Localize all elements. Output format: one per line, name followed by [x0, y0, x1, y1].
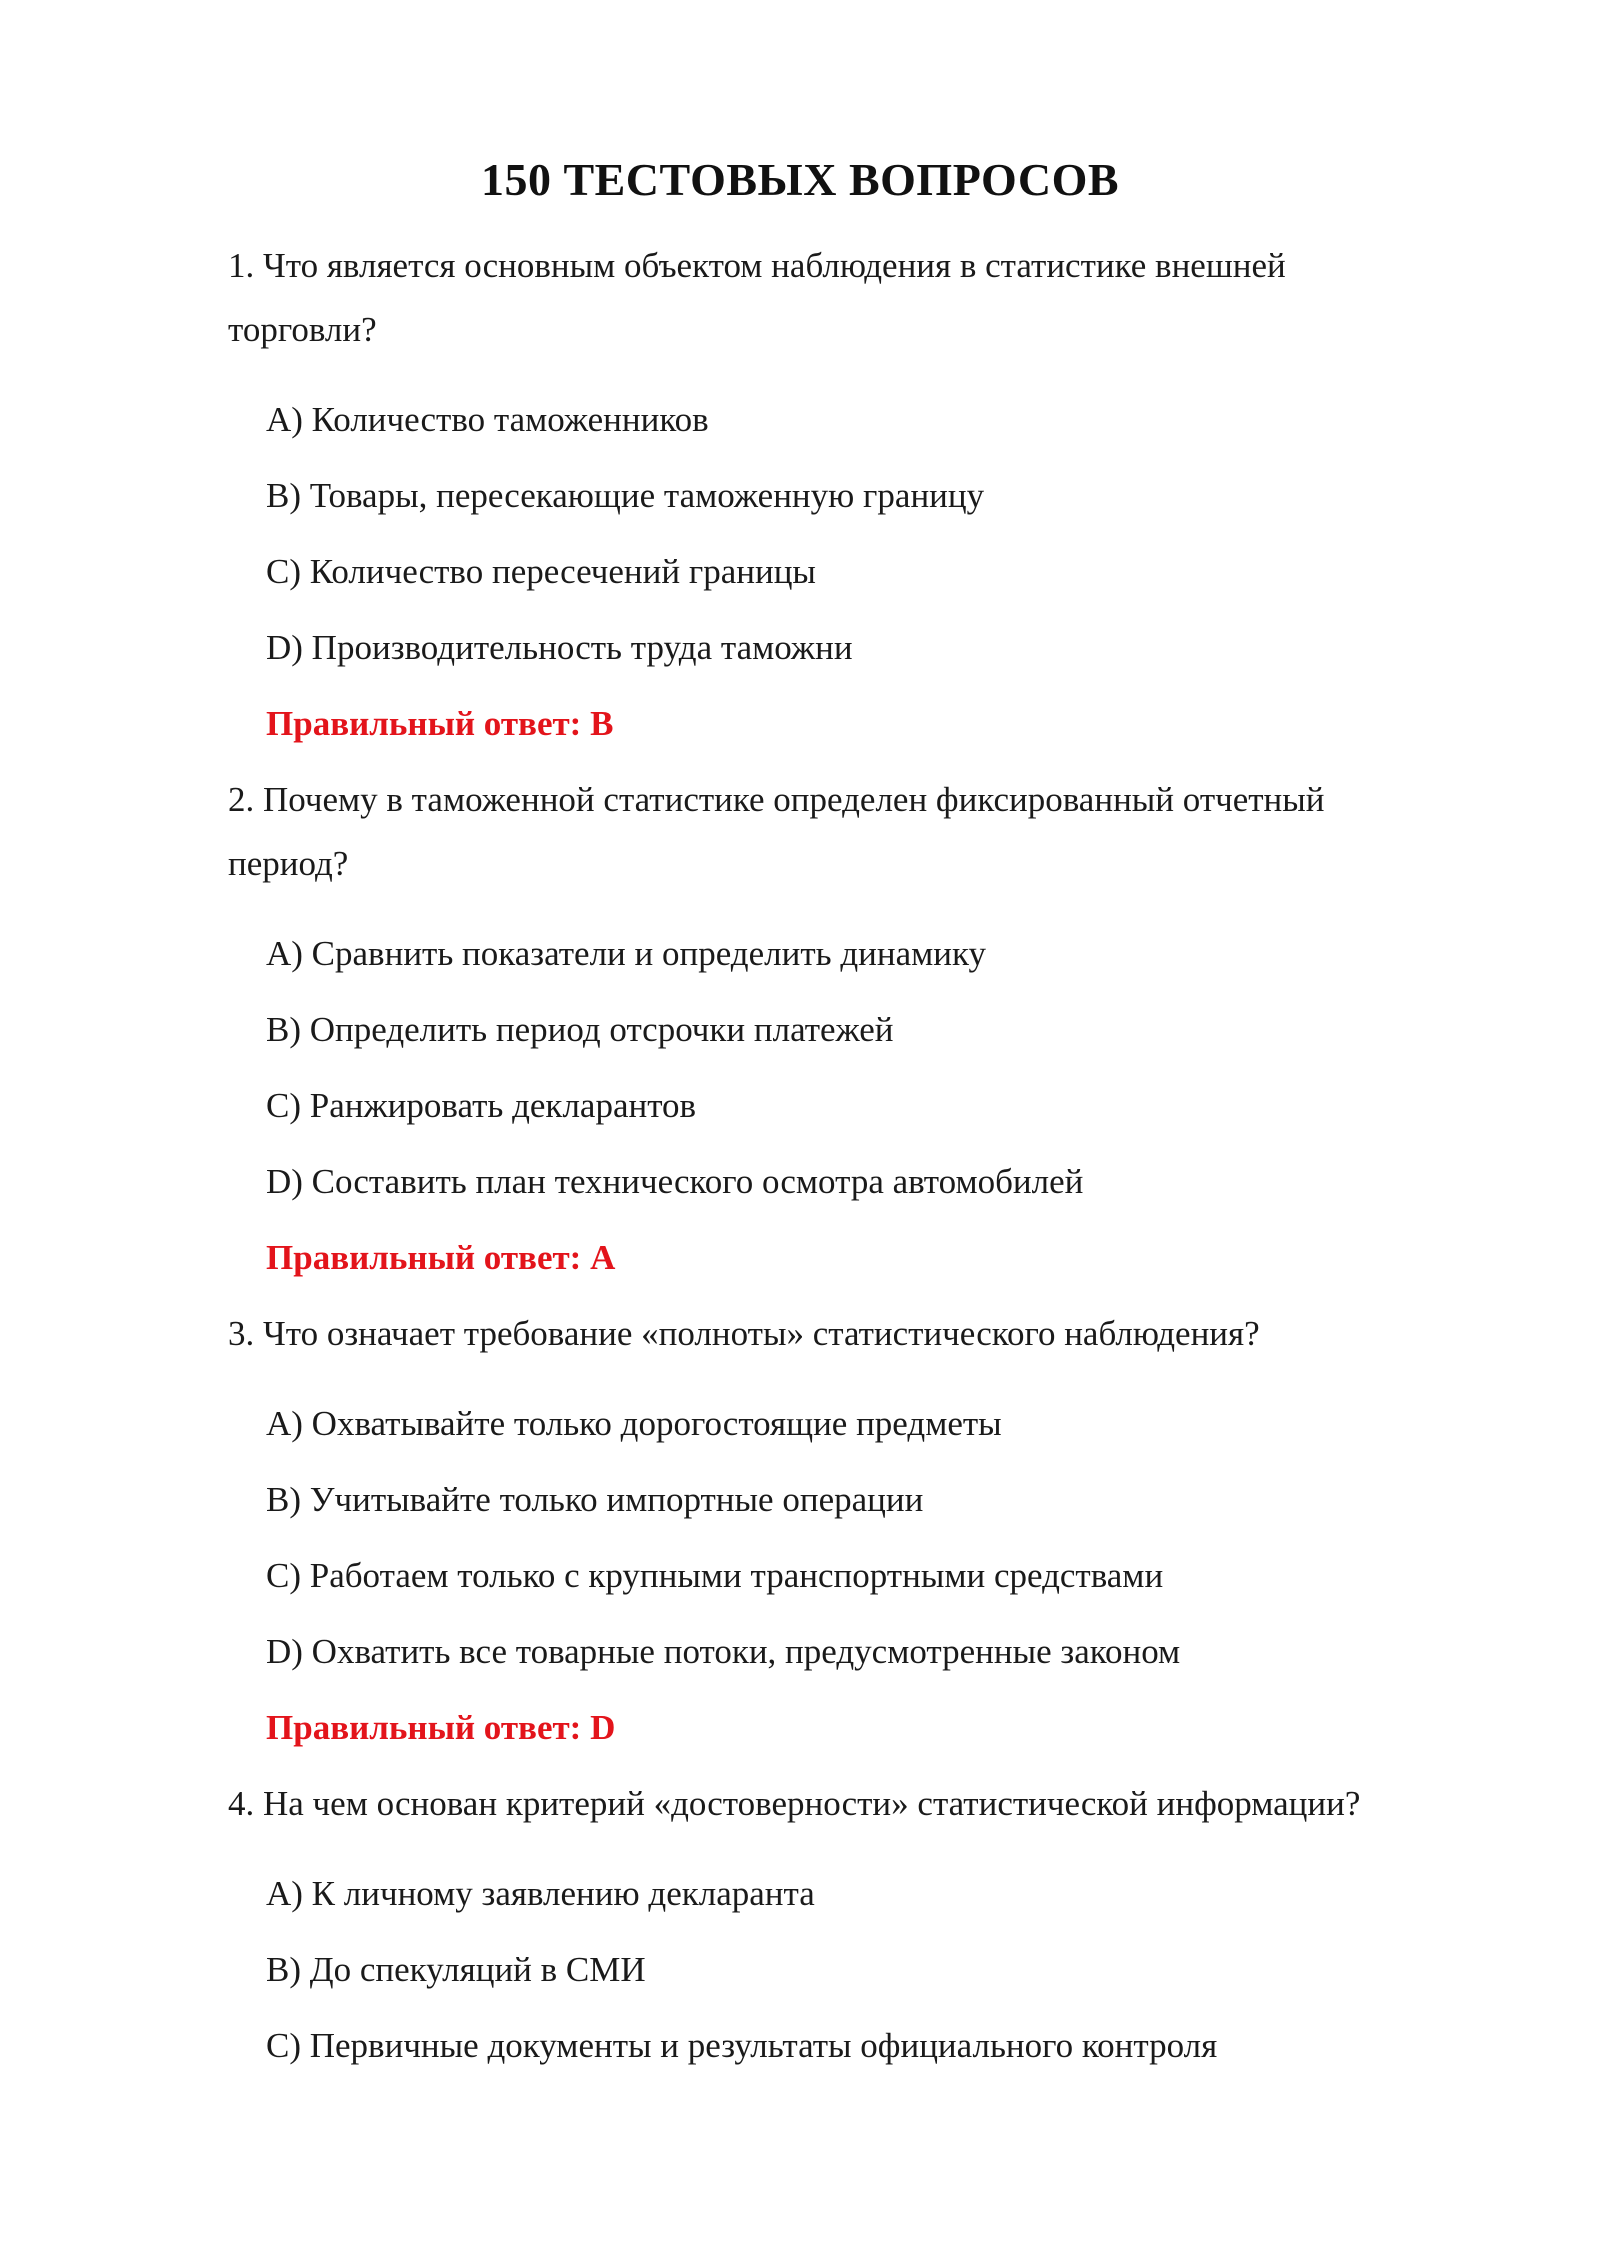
- question-3-option-a: A) Охватывайте только дорогостоящие предметы: [266, 1404, 1002, 1443]
- question-2-option-d: D) Составить план технического осмотра автомобилей: [266, 1162, 1084, 1201]
- question-3-option-d: D) Охватить все товарные потоки, предусмотренные законом: [266, 1632, 1181, 1671]
- question-1-correct-answer: Правильный ответ: B: [266, 704, 614, 743]
- question-1-option-a: A) Количество таможенников: [266, 400, 709, 439]
- question-4-text-line-1: 4. На чем основан критерий «достоверности» статистической информации?: [228, 1784, 1361, 1823]
- question-3-option-b: B) Учитывайте только импортные операции: [266, 1480, 924, 1519]
- question-3-correct-answer: Правильный ответ: D: [266, 1708, 616, 1747]
- question-1-text-line-2: торговли?: [228, 310, 377, 349]
- question-4-option-a: A) К личному заявлению декларанта: [266, 1874, 815, 1913]
- question-2-option-a: A) Сравнить показатели и определить динамику: [266, 934, 987, 973]
- question-2-text-line-2: период?: [228, 844, 349, 883]
- question-1-option-d: D) Производительность труда таможни: [266, 628, 853, 667]
- question-2-option-c: C) Ранжировать декларантов: [266, 1086, 697, 1125]
- question-2-text-line-1: 2. Почему в таможенной статистике определен фиксированный отчетный: [228, 780, 1325, 819]
- question-4-option-c: C) Первичные документы и результаты официального контроля: [266, 2026, 1218, 2065]
- question-4-option-b: B) До спекуляций в СМИ: [266, 1950, 646, 1989]
- question-1-text-line-1: 1. Что является основным объектом наблюдения в статистике внешней: [228, 246, 1286, 285]
- page-title: 150 ТЕСТОВЫХ ВОПРОСОВ: [480, 154, 1120, 205]
- question-2-correct-answer: Правильный ответ: A: [266, 1238, 616, 1277]
- question-2-option-b: B) Определить период отсрочки платежей: [266, 1010, 894, 1049]
- question-3-option-c: C) Работаем только с крупными транспортными средствами: [266, 1556, 1164, 1595]
- question-3-text-line-1: 3. Что означает требование «полноты» статистического наблюдения?: [228, 1314, 1260, 1353]
- question-1-option-c: C) Количество пересечений границы: [266, 552, 816, 591]
- question-1-option-b: B) Товары, пересекающие таможенную границу: [266, 476, 985, 515]
